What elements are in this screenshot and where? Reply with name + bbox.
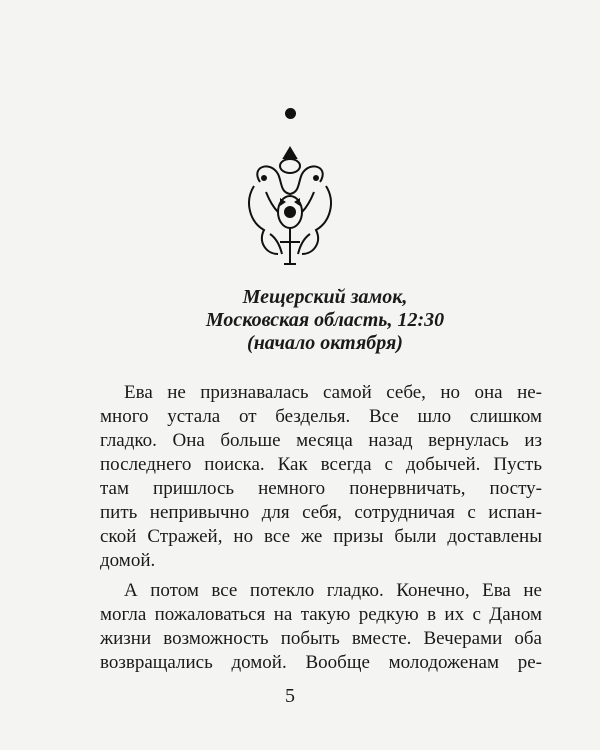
body-text bbox=[100, 381, 542, 675]
text-line: там пришлось немного понервничать, посту- bbox=[100, 478, 542, 499]
text-line: много устала от безделья. Все шло слишком bbox=[100, 406, 542, 427]
page-number: 5 bbox=[285, 685, 295, 707]
text-line: ской Стражей, но все же призы были доставлены bbox=[100, 526, 542, 547]
text-line: пить непривычно для себя, сотрудничая с испан- bbox=[100, 502, 542, 523]
text-line: Ева не признавалась самой себе, но она не- bbox=[124, 382, 542, 403]
text-line: могла пожаловаться на такую редкую в их с Даном bbox=[100, 604, 542, 625]
text-line: А потом все потекло гладко. Конечно, Ева не bbox=[124, 580, 542, 601]
heading-line: Московская область, 12:30 bbox=[205, 309, 445, 331]
text-line: возвращались домой. Вообще молодоженам ре- bbox=[100, 652, 542, 673]
text-line: последнего поиска. Как всегда с добычей. Пусть bbox=[100, 454, 542, 475]
text-line: жизни возможность побыть вместе. Вечерами оба bbox=[100, 628, 542, 649]
heading-line: Мещерский замок, bbox=[242, 286, 408, 308]
bullet-dot-icon bbox=[285, 108, 296, 119]
heraldic-emblem-icon bbox=[240, 142, 340, 272]
heading-line: (начало октября) bbox=[247, 332, 403, 354]
text-line: домой. bbox=[100, 550, 156, 571]
text-line: гладко. Она больше месяца назад вернулась из bbox=[100, 430, 542, 451]
chapter-heading bbox=[100, 286, 550, 355]
